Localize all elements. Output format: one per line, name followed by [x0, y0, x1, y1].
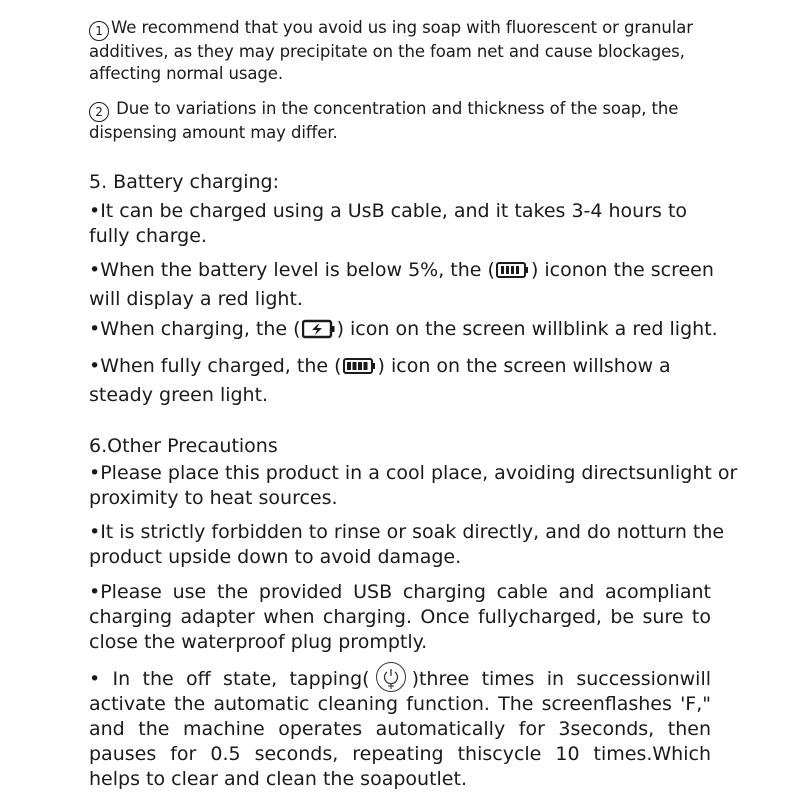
battery-item-3	[89, 317, 739, 346]
battery-item-1: •It can be charged using a UsB cable, and it takes 3-4 hours to fully charge.	[89, 200, 688, 247]
note-marker: 2	[89, 102, 109, 122]
precaution-item-4-text-a: • In the off state, tapping(	[89, 668, 370, 690]
note-marker: 1	[89, 21, 109, 41]
battery-charging-icon	[302, 319, 336, 346]
battery-item-4-text-a: •When fully charged, the (	[89, 355, 342, 377]
note-1	[89, 17, 729, 85]
battery-low-icon	[496, 260, 530, 287]
battery-item-2-text-b: ) iconon the screen will display a red light.	[89, 259, 714, 310]
note-2	[89, 98, 729, 144]
battery-item-4	[89, 354, 709, 408]
battery-item-4-text-b: ) icon on the screen willshow a steady green light.	[89, 355, 671, 406]
power-icon	[376, 662, 406, 692]
battery-item-3-text-b: ) icon on the screen willblink a red light.	[336, 318, 718, 340]
precaution-item-3: •Please use the provided USB charging cable and acompliant charging adapter when charging. Once fullycharged, be sure to close the waterproof plug promptly.	[89, 581, 711, 653]
precaution-item-1: •Please place this product in a cool place, avoiding directsunlight or proximity to heat sources.	[89, 462, 738, 509]
precaution-item-4-text-b: )three times in successionwill activate the automatic cleaning function. The screenflashes 'F," and the machine operates automatically for 3seconds, then pauses for 0.5 seconds, repeating thiscycle 10 times.Which helps to clear and clean the soapoutlet.	[89, 668, 712, 790]
battery-item-2-text-a: •When the battery level is below 5%, the (	[89, 259, 495, 281]
precaution-item-4	[89, 662, 711, 792]
precautions-heading: 6.Other Precautions	[89, 435, 278, 457]
battery-heading: 5. Battery charging:	[89, 171, 279, 193]
battery-item-3-text-a: •When charging, the (	[89, 318, 301, 340]
note-text: We recommend that you avoid us ing soap with fluorescent or granular additives, as they may precipitate on the foam net and cause blockages, affecting normal usage.	[89, 18, 693, 83]
battery-item-2	[89, 258, 719, 312]
precaution-item-2: •It is strictly forbidden to rinse or soak directly, and do notturn the product upside down to avoid damage.	[89, 521, 725, 568]
note-text: Due to variations in the concentration and thickness of the soap, the dispensing amount may differ.	[89, 99, 679, 142]
battery-full-icon	[343, 356, 377, 383]
